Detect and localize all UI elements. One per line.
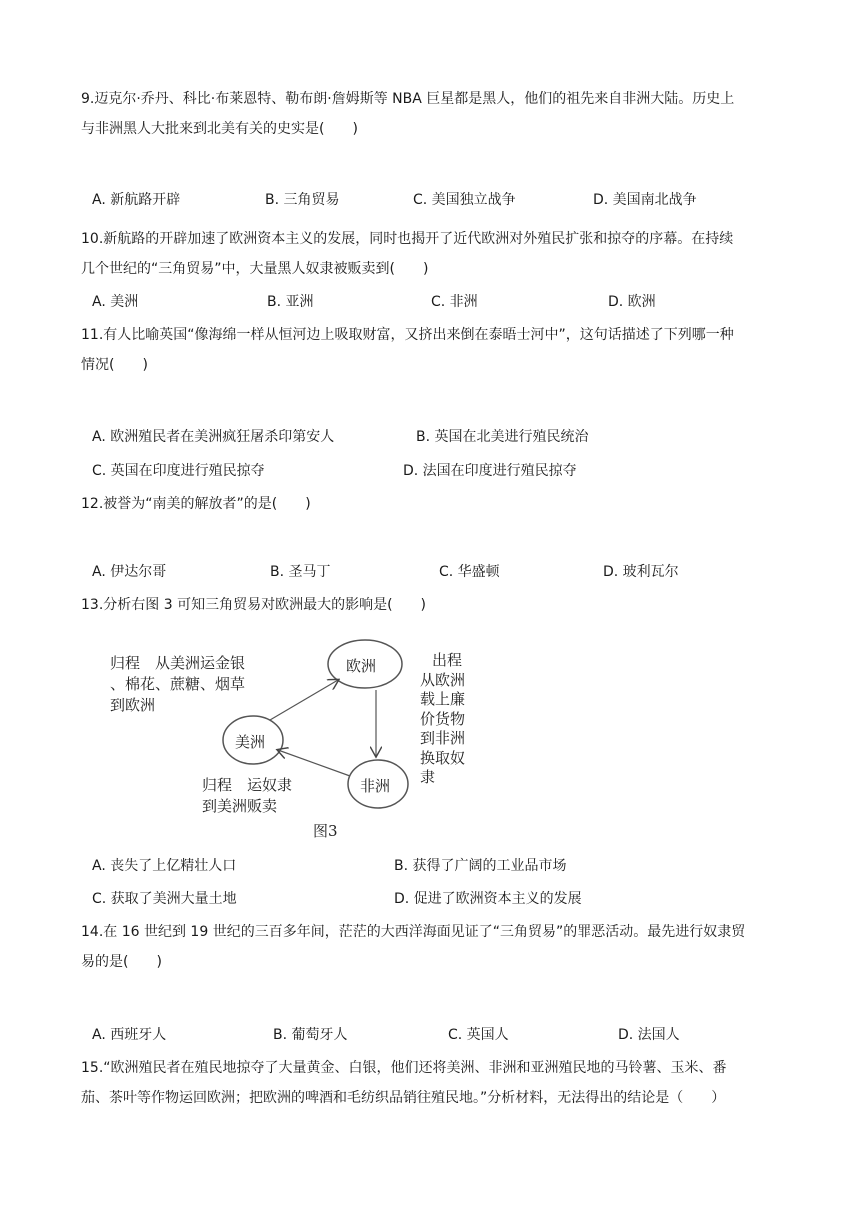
note-line: 、棉花、蔗糖、烟草 — [110, 675, 246, 693]
question-text-line: 9.迈克尔·乔丹、科比·布莱恩特、勒布朗·詹姆斯等 NBA 巨星都是黑人，他们的祖先来自非洲大陆。历史上 — [81, 91, 735, 107]
question-text-line: 15.“欧洲殖民者在殖民地掠夺了大量黄金、白银，他们还将美洲、非洲和亚洲殖民地的马铃薯、玉米、番 — [81, 1060, 727, 1076]
option-d[interactable]: D. 玻利瓦尔 — [603, 564, 679, 580]
question-text-line: 易的是( ) — [81, 954, 162, 970]
note-line: 到美洲贩卖 — [202, 797, 278, 815]
option-b[interactable]: B. 英国在北美进行殖民统治 — [416, 429, 589, 445]
question-text-line: 10.新航路的开辟加速了欧洲资本主义的发展，同时也揭开了近代欧洲对外殖民扩张和掠夺的序幕。在持续 — [81, 231, 734, 247]
note-line: 出程 — [432, 651, 463, 669]
note-line: 归程 运奴隶 — [202, 776, 293, 794]
option-d[interactable]: D. 促进了欧洲资本主义的发展 — [394, 891, 582, 907]
option-c[interactable]: C. 获取了美洲大量土地 — [92, 891, 237, 907]
option-b[interactable]: B. 三角贸易 — [265, 192, 340, 208]
note-line: 到非洲 — [420, 729, 466, 747]
node-america-label: 美洲 — [235, 733, 266, 751]
question-text-line: 茄、茶叶等作物运回欧洲；把欧洲的啤酒和毛纺织品销往殖民地。”分析材料，无法得出的结论是（ ） — [81, 1090, 726, 1106]
question-text-line: 11.有人比喻英国“像海绵一样从恒河边上吸取财富，又挤出来倒在泰晤士河中”，这句话描述了下列哪一种 — [81, 327, 734, 343]
return-slaves-note — [202, 775, 292, 817]
option-c[interactable]: C. 华盛顿 — [439, 564, 500, 580]
question-text-line: 几个世纪的“三角贸易”中，大量黑人奴隶被贩卖到( ) — [81, 261, 429, 277]
question-text-line: 情况( ) — [81, 357, 148, 373]
option-d[interactable]: D. 法国在印度进行殖民掠夺 — [403, 463, 577, 479]
figure-caption: 图3 — [313, 822, 338, 840]
option-b[interactable]: B. 获得了广阔的工业品市场 — [394, 858, 567, 874]
question-text-line: 14.在 16 世纪到 19 世纪的三百多年间，茫茫的大西洋海面见证了“三角贸易”的罪恶活动。最先进行奴隶贸 — [81, 924, 746, 940]
option-c[interactable]: C. 英国人 — [448, 1027, 509, 1043]
arrow-africa-to-america — [278, 750, 350, 776]
option-c[interactable]: C. 美国独立战争 — [413, 192, 516, 208]
option-d[interactable]: D. 法国人 — [618, 1027, 680, 1043]
option-a[interactable]: A. 丧失了上亿精壮人口 — [92, 858, 237, 874]
option-c[interactable]: C. 非洲 — [431, 294, 478, 310]
note-line: 载上廉 — [420, 690, 466, 708]
return-goods-note — [110, 653, 245, 716]
note-line: 换取奴 — [420, 748, 466, 767]
option-c[interactable]: C. 英国在印度进行殖民掠夺 — [92, 463, 265, 479]
question-15 — [81, 1053, 727, 1113]
option-d[interactable]: D. 美国南北战争 — [593, 192, 697, 208]
question-text-line: 与非洲黑人大批来到北美有关的史实是( ) — [81, 121, 358, 137]
option-b[interactable]: B. 葡萄牙人 — [273, 1027, 348, 1043]
outbound-note — [420, 651, 466, 788]
question-text-line: 13.分析右图 3 可知三角贸易对欧洲最大的影响是( ) — [81, 597, 426, 613]
note-line: 从欧洲 — [420, 670, 466, 689]
node-africa-label: 非洲 — [360, 777, 391, 795]
arrow-america-to-europe — [270, 680, 338, 720]
option-b[interactable]: B. 圣马丁 — [270, 564, 331, 580]
option-b[interactable]: B. 亚洲 — [267, 294, 314, 310]
note-line: 价货物 — [420, 709, 466, 728]
option-a[interactable]: A. 西班牙人 — [92, 1027, 167, 1043]
question-14 — [81, 917, 745, 977]
option-a[interactable]: A. 美洲 — [92, 294, 139, 310]
note-line: 到欧洲 — [110, 696, 156, 714]
question-text-line: 12.被誉为“南美的解放者”的是( ) — [81, 496, 311, 512]
option-a[interactable]: A. 伊达尔哥 — [92, 564, 167, 580]
option-d[interactable]: D. 欧洲 — [608, 294, 656, 310]
node-europe-label: 欧洲 — [346, 657, 377, 675]
note-line: 隶 — [420, 768, 436, 786]
option-a[interactable]: A. 欧洲殖民者在美洲疯狂屠杀印第安人 — [92, 429, 335, 445]
note-line: 归程 从美洲运金银 — [110, 654, 246, 672]
option-a[interactable]: A. 新航路开辟 — [92, 192, 181, 208]
